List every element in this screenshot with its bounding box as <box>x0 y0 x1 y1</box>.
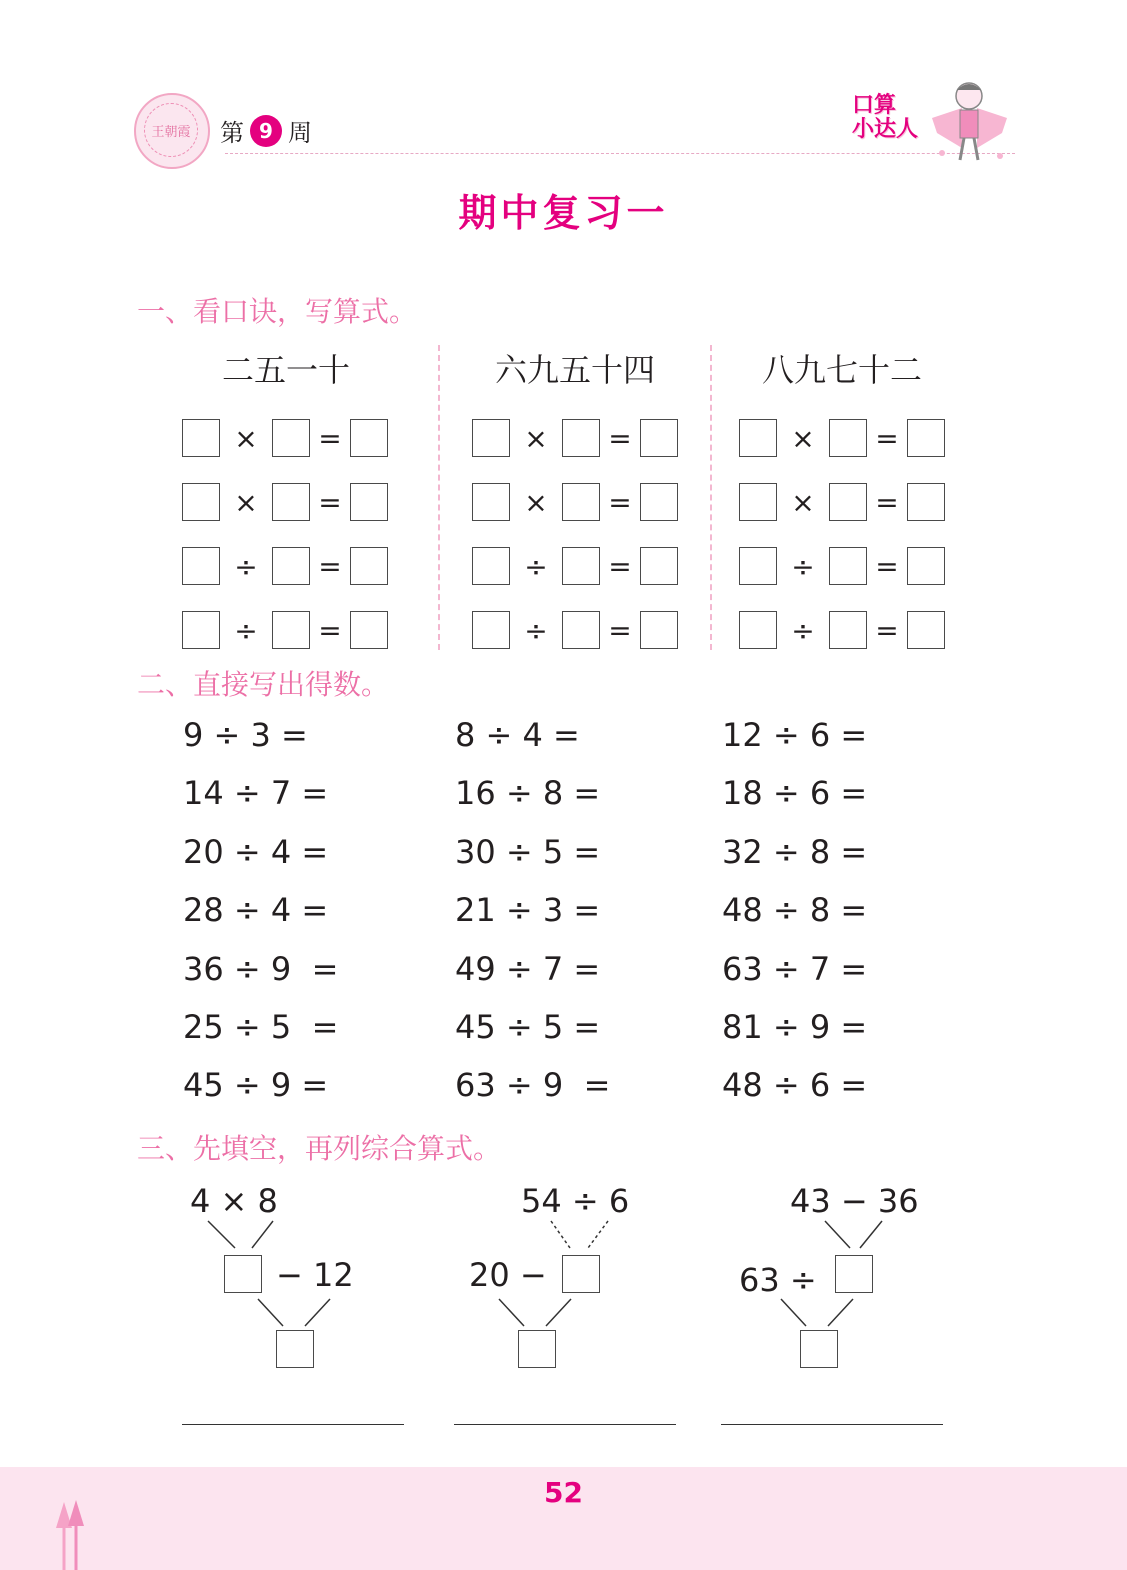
section-1-heading: 一、看口诀，写算式。 <box>137 295 418 328</box>
calc-item: 63 ÷ 9 = <box>455 1066 611 1105</box>
answer-box[interactable] <box>739 483 777 521</box>
equation-row <box>472 534 678 598</box>
equation-row <box>472 598 678 662</box>
tree-2-upper-branches <box>548 1218 618 1258</box>
tree-3-middle-box[interactable] <box>835 1255 873 1293</box>
logo-text: 王朝霞 <box>144 103 198 157</box>
brand-line-2: 小达人 <box>852 117 919 142</box>
equation-row <box>739 598 945 662</box>
answer-box[interactable] <box>907 547 945 585</box>
answer-box[interactable] <box>350 547 388 585</box>
tree-2-middle-text: 20 − <box>469 1256 547 1294</box>
rhyme-2: 六九五十四 <box>494 351 655 389</box>
equals-sign: = <box>318 421 342 455</box>
brand-logo <box>852 94 922 142</box>
answer-box[interactable] <box>350 419 388 457</box>
answer-box[interactable] <box>562 483 600 521</box>
answer-box[interactable] <box>739 611 777 649</box>
equals-sign: = <box>318 485 342 519</box>
operator: ÷ <box>524 613 548 647</box>
week-number: 9 <box>250 115 282 147</box>
tree-2-lower-branches <box>496 1296 576 1330</box>
answer-box[interactable] <box>829 611 867 649</box>
answer-box[interactable] <box>640 419 678 457</box>
answer-box[interactable] <box>829 483 867 521</box>
operator: × <box>791 485 815 519</box>
answer-box[interactable] <box>562 547 600 585</box>
equation-group-3 <box>739 406 945 662</box>
answer-box[interactable] <box>182 483 220 521</box>
answer-box[interactable] <box>829 419 867 457</box>
tree-1-middle-text: − 12 <box>276 1256 354 1294</box>
calc-column-3 <box>722 716 867 1125</box>
operator: × <box>791 421 815 455</box>
week-prefix: 第 <box>220 119 244 147</box>
equation-group-2 <box>472 406 678 662</box>
equation-row <box>739 470 945 534</box>
rhyme-3: 八九七十二 <box>761 351 922 389</box>
answer-box[interactable] <box>907 483 945 521</box>
arrow-decoration-icon <box>52 1498 92 1570</box>
operator: ÷ <box>791 549 815 583</box>
calc-item: 25 ÷ 5 = <box>183 1007 339 1046</box>
calc-column-2 <box>455 716 610 1125</box>
column-divider <box>710 345 712 650</box>
header-divider <box>225 153 1015 154</box>
operator: ÷ <box>234 613 258 647</box>
tree-3-lower-branches <box>778 1296 858 1330</box>
equation-row <box>472 406 678 470</box>
equation-row <box>182 598 388 662</box>
operator: ÷ <box>234 549 258 583</box>
calc-item: 48 ÷ 8 = <box>722 891 868 930</box>
calc-item: 8 ÷ 4 = <box>455 716 580 754</box>
tree-3-answer-line[interactable] <box>721 1424 943 1425</box>
equals-sign: = <box>318 613 342 647</box>
calc-item: 36 ÷ 9 = <box>183 949 339 988</box>
equation-row <box>739 406 945 470</box>
answer-box[interactable] <box>472 419 510 457</box>
tree-1-result-box[interactable] <box>276 1330 314 1368</box>
tree-3-middle-text: 63 ÷ <box>739 1261 817 1299</box>
answer-box[interactable] <box>562 419 600 457</box>
operator: × <box>524 421 548 455</box>
operator: ÷ <box>524 549 548 583</box>
answer-box[interactable] <box>272 547 310 585</box>
equals-sign: = <box>318 549 342 583</box>
operator: × <box>524 485 548 519</box>
answer-box[interactable] <box>350 483 388 521</box>
calc-item: 45 ÷ 9 = <box>183 1066 329 1105</box>
answer-box[interactable] <box>472 547 510 585</box>
calc-item: 81 ÷ 9 = <box>722 1007 868 1046</box>
equals-sign: = <box>875 485 899 519</box>
answer-box[interactable] <box>640 483 678 521</box>
calc-item: 18 ÷ 6 = <box>722 774 868 813</box>
calc-item: 16 ÷ 8 = <box>455 774 601 813</box>
tree-2-top: 54 ÷ 6 <box>521 1182 630 1220</box>
equals-sign: = <box>608 549 632 583</box>
tree-1-upper-branches <box>205 1218 285 1258</box>
publisher-logo <box>134 93 210 169</box>
answer-box[interactable] <box>562 611 600 649</box>
rhyme-1: 二五一十 <box>221 351 350 389</box>
section-2-heading: 二、直接写出得数。 <box>137 668 390 701</box>
answer-box[interactable] <box>272 483 310 521</box>
equals-sign: = <box>875 421 899 455</box>
tree-3-result-box[interactable] <box>800 1330 838 1368</box>
calc-item: 45 ÷ 5 = <box>455 1007 601 1046</box>
section-3-heading: 三、先填空，再列综合算式。 <box>137 1132 502 1165</box>
calc-item: 9 ÷ 3 = <box>183 716 308 754</box>
answer-box[interactable] <box>907 419 945 457</box>
tree-2-middle-box[interactable] <box>562 1255 600 1293</box>
calc-item: 49 ÷ 7 = <box>455 949 601 988</box>
calc-item: 21 ÷ 3 = <box>455 891 601 930</box>
page-number: 52 <box>544 1476 583 1509</box>
answer-box[interactable] <box>640 547 678 585</box>
equals-sign: = <box>875 613 899 647</box>
operator: × <box>234 485 258 519</box>
tree-2-result-box[interactable] <box>518 1330 556 1368</box>
mascot-illustration <box>922 78 1017 168</box>
calc-item: 30 ÷ 5 = <box>455 832 601 871</box>
equation-row <box>472 470 678 534</box>
equation-row <box>739 534 945 598</box>
tree-1-top: 4 × 8 <box>190 1182 278 1220</box>
equals-sign: = <box>608 485 632 519</box>
week-label <box>220 113 312 148</box>
tree-3-top: 43 − 36 <box>790 1182 919 1220</box>
calc-item: 48 ÷ 6 = <box>722 1066 868 1105</box>
calc-column-1 <box>183 716 338 1125</box>
answer-box[interactable] <box>272 611 310 649</box>
calc-item: 28 ÷ 4 = <box>183 891 329 930</box>
answer-box[interactable] <box>182 547 220 585</box>
equals-sign: = <box>608 613 632 647</box>
tree-3-upper-branches <box>822 1218 892 1258</box>
week-suffix: 周 <box>288 119 312 147</box>
answer-box[interactable] <box>739 547 777 585</box>
calc-item: 20 ÷ 4 = <box>183 832 329 871</box>
answer-box[interactable] <box>182 611 220 649</box>
answer-box[interactable] <box>907 611 945 649</box>
equals-sign: = <box>608 421 632 455</box>
answer-box[interactable] <box>272 419 310 457</box>
calc-item: 63 ÷ 7 = <box>722 949 868 988</box>
equals-sign: = <box>875 549 899 583</box>
equation-row <box>182 534 388 598</box>
calc-item: 12 ÷ 6 = <box>722 716 868 754</box>
operator: × <box>234 421 258 455</box>
tree-1-middle-box[interactable] <box>224 1255 262 1293</box>
tree-1-answer-line[interactable] <box>182 1424 404 1425</box>
equation-row <box>182 406 388 470</box>
calc-item: 32 ÷ 8 = <box>722 832 868 871</box>
tree-1-lower-branches <box>255 1296 335 1330</box>
equation-row <box>182 470 388 534</box>
brand-line-1: 口算 <box>852 93 897 118</box>
equation-group-1 <box>182 406 388 662</box>
answer-box[interactable] <box>472 483 510 521</box>
tree-2-answer-line[interactable] <box>454 1424 676 1425</box>
answer-box[interactable] <box>472 611 510 649</box>
answer-box[interactable] <box>182 419 220 457</box>
answer-box[interactable] <box>739 419 777 457</box>
column-divider <box>438 345 440 650</box>
operator: ÷ <box>791 613 815 647</box>
page-title: 期中复习一 <box>458 191 669 235</box>
calc-item: 14 ÷ 7 = <box>183 774 329 813</box>
answer-box[interactable] <box>350 611 388 649</box>
answer-box[interactable] <box>829 547 867 585</box>
answer-box[interactable] <box>640 611 678 649</box>
